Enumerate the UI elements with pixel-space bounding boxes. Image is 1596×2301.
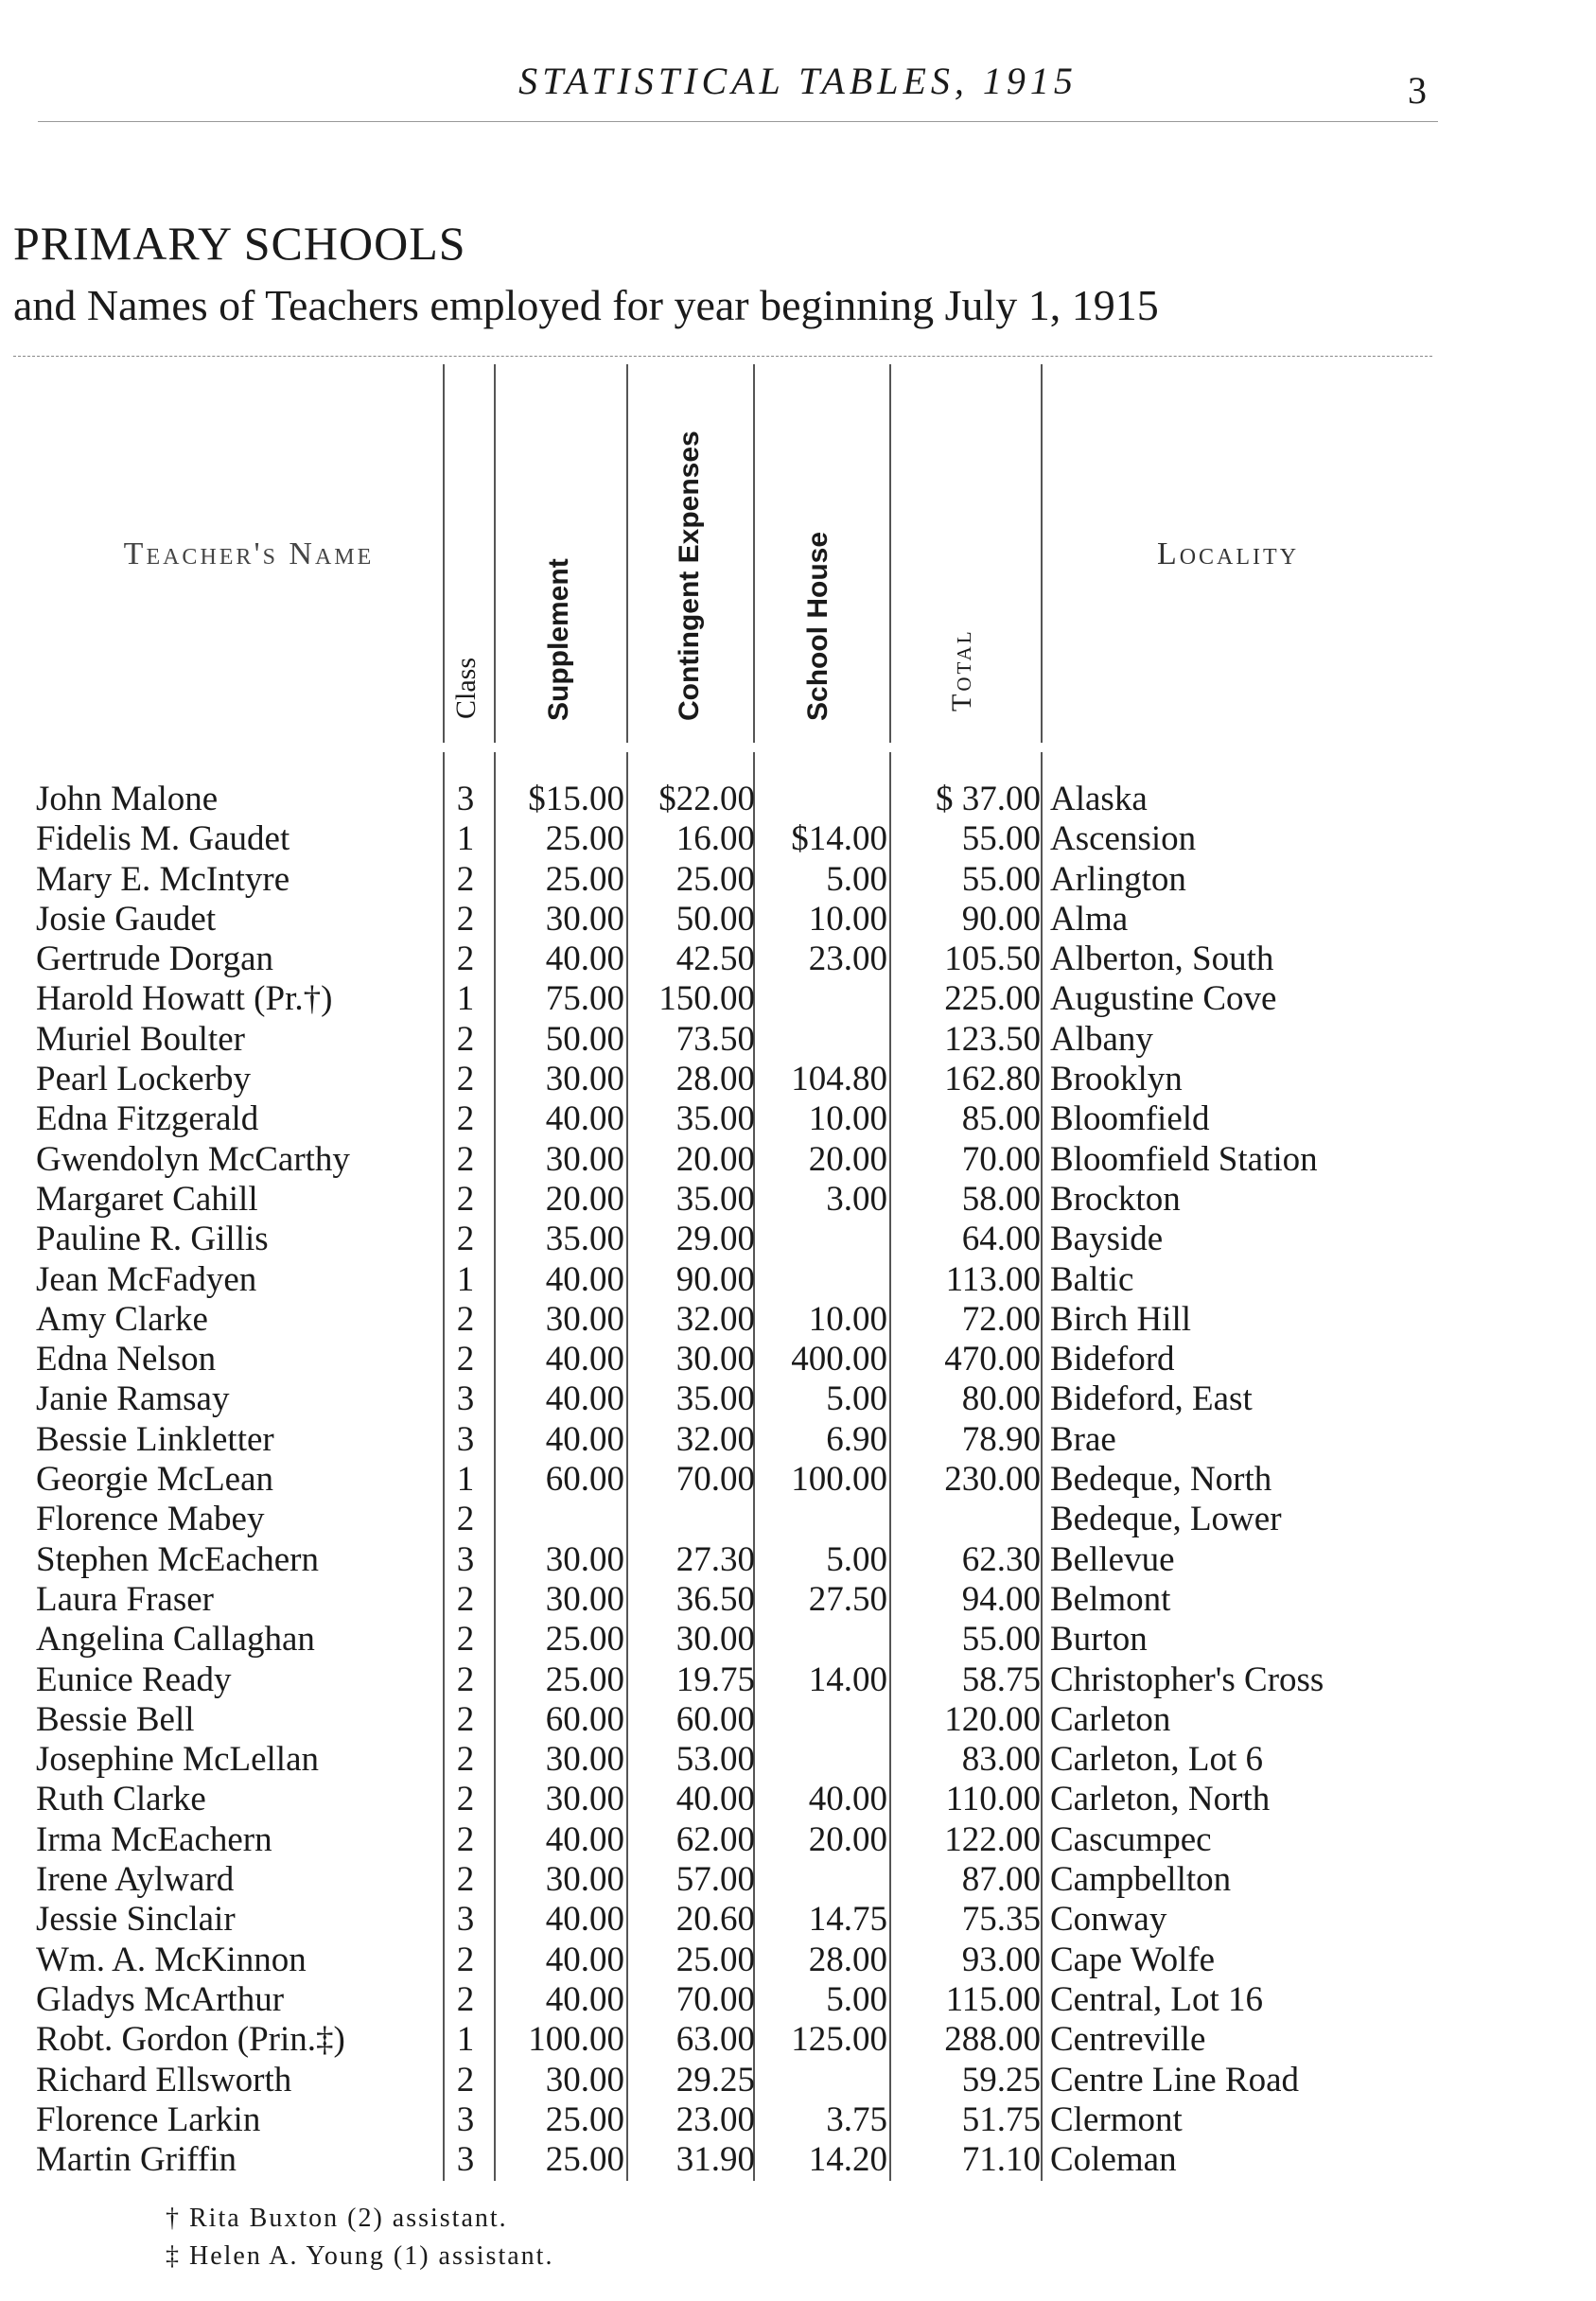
school-house-cell: $14.00 [791, 819, 887, 859]
teacher-name: Bessie Bell [36, 1699, 195, 1739]
class-cell: 2 [456, 1220, 475, 1259]
table-row [0, 1900, 1596, 1940]
teacher-name: Robt. Gordon (Prin.‡) [36, 2020, 345, 2060]
total-cell: 59.25 [961, 2060, 1041, 2099]
school-house-cell: 100.00 [791, 1460, 887, 1500]
column-divider [494, 364, 496, 743]
contingent-cell: 29.25 [675, 2060, 755, 2099]
teacher-name: Pauline R. Gillis [36, 1220, 269, 1259]
teacher-name: Wm. A. McKinnon [36, 1940, 307, 1979]
supplement-cell: 20.00 [545, 1179, 624, 1219]
title-rule [13, 356, 1432, 357]
teacher-name: Martin Griffin [36, 2140, 237, 2180]
total-cell: 123.50 [944, 1019, 1041, 1059]
supplement-cell: 30.00 [545, 1780, 624, 1819]
supplement-cell: 40.00 [545, 1099, 624, 1139]
locality-cell: Conway [1050, 1900, 1167, 1940]
school-house-cell: 10.00 [808, 1099, 887, 1139]
class-cell: 2 [456, 1819, 475, 1859]
total-cell: 288.00 [944, 2020, 1041, 2060]
class-cell: 2 [456, 1500, 475, 1539]
supplement-cell: 40.00 [545, 1940, 624, 1979]
contingent-cell: 19.75 [675, 1660, 755, 1699]
school-house-cell: 14.20 [808, 2140, 887, 2180]
school-house-cell: 5.00 [826, 1539, 887, 1579]
supplement-cell: 30.00 [545, 1139, 624, 1179]
class-cell: 2 [456, 1979, 475, 2019]
supplement-cell: 40.00 [545, 1819, 624, 1859]
supplement-cell: 50.00 [545, 1019, 624, 1059]
teacher-name: Florence Larkin [36, 2099, 261, 2139]
page-number: 3 [1408, 69, 1427, 112]
locality-cell: Carleton [1050, 1699, 1171, 1739]
class-cell: 3 [456, 1539, 475, 1579]
table-row [0, 1099, 1596, 1139]
total-cell: 87.00 [961, 1860, 1041, 1900]
total-cell: 55.00 [961, 819, 1041, 859]
teacher-name: John Malone [36, 780, 219, 818]
supplement-cell: 40.00 [545, 1900, 624, 1940]
school-house-cell: 5.00 [826, 1979, 887, 2019]
total-cell: 115.00 [945, 1979, 1041, 2019]
supplement-cell: 25.00 [545, 819, 624, 859]
total-cell: 94.00 [961, 1579, 1041, 1619]
class-cell: 2 [456, 1060, 475, 1099]
teacher-name: Gwendolyn McCarthy [36, 1139, 350, 1179]
class-cell: 2 [456, 1139, 475, 1179]
contingent-cell: 25.00 [675, 859, 755, 899]
class-cell: 3 [456, 1419, 475, 1459]
class-cell: 2 [456, 1699, 475, 1739]
table-row [0, 1220, 1596, 1259]
contingent-cell: 70.00 [675, 1979, 755, 2019]
school-house-cell: 20.00 [808, 1819, 887, 1859]
total-cell: 78.90 [961, 1419, 1041, 1459]
school-house-cell: 5.00 [826, 1379, 887, 1419]
class-cell: 2 [456, 1340, 475, 1379]
contingent-cell: 30.00 [675, 1620, 755, 1660]
table-row [0, 1460, 1596, 1500]
teacher-name: Stephen McEachern [36, 1539, 319, 1579]
class-cell: 2 [456, 859, 475, 899]
total-cell: 122.00 [944, 1819, 1041, 1859]
locality-cell: Bideford [1050, 1340, 1175, 1379]
total-cell: 71.10 [961, 2140, 1041, 2180]
locality-cell: Bedeque, Lower [1050, 1500, 1282, 1539]
teacher-name: Pearl Lockerby [36, 1060, 252, 1099]
locality-cell: Campbellton [1050, 1860, 1232, 1900]
locality-cell: Belmont [1050, 1579, 1171, 1619]
table-row [0, 780, 1596, 819]
footnote: † Rita Buxton (2) assistant. [166, 2204, 508, 2233]
class-cell: 3 [456, 780, 475, 818]
teacher-name: Laura Fraser [36, 1579, 214, 1619]
column-divider [889, 364, 891, 743]
page-title: PRIMARY SCHOOLS [13, 217, 466, 270]
table-row [0, 1500, 1596, 1539]
school-house-cell: 10.00 [808, 1299, 887, 1339]
supplement-cell: 40.00 [545, 1259, 624, 1299]
table-row [0, 2100, 1596, 2140]
table-row [0, 1580, 1596, 1620]
contingent-cell: 35.00 [675, 1179, 755, 1219]
locality-cell: Bayside [1050, 1220, 1164, 1259]
page-subtitle: and Names of Teachers employed for year beginning July 1, 1915 [13, 281, 1159, 329]
supplement-cell: 25.00 [545, 2099, 624, 2139]
running-head: STATISTICAL TABLES, 1915 [518, 60, 1078, 102]
contingent-cell: 25.00 [675, 1940, 755, 1979]
contingent-cell: 60.00 [675, 1699, 755, 1739]
class-cell: 2 [456, 899, 475, 939]
locality-cell: Albany [1050, 1019, 1153, 1059]
contingent-cell: 42.50 [675, 940, 755, 979]
header-contingent-expenses: Contingent Expenses [674, 430, 705, 721]
class-cell: 1 [456, 819, 475, 859]
locality-cell: Birch Hill [1050, 1299, 1192, 1339]
teacher-name: Mary E. McIntyre [36, 859, 290, 899]
class-cell: 1 [456, 1460, 475, 1500]
contingent-cell: 29.00 [675, 1220, 755, 1259]
supplement-cell: 40.00 [545, 1979, 624, 2019]
column-divider [753, 364, 755, 743]
table-row [0, 1941, 1596, 1980]
teacher-name: Gladys McArthur [36, 1979, 285, 2019]
teacher-name: Harold Howatt (Pr.†) [36, 979, 333, 1019]
total-cell: 72.00 [961, 1299, 1041, 1339]
class-cell: 2 [456, 1780, 475, 1819]
locality-cell: Carleton, Lot 6 [1050, 1740, 1264, 1780]
class-cell: 1 [456, 979, 475, 1019]
school-house-cell: 27.50 [808, 1579, 887, 1619]
supplement-cell: 30.00 [545, 1299, 624, 1339]
total-cell: 83.00 [961, 1740, 1041, 1780]
teacher-name: Angelina Callaghan [36, 1620, 315, 1660]
teacher-name: Georgie McLean [36, 1460, 274, 1500]
total-cell: 90.00 [961, 899, 1041, 939]
teacher-name: Margaret Cahill [36, 1179, 258, 1219]
supplement-cell: 25.00 [545, 859, 624, 899]
class-cell: 2 [456, 1579, 475, 1619]
class-cell: 2 [456, 1660, 475, 1699]
school-house-cell: 20.00 [808, 1139, 887, 1179]
contingent-cell: 36.50 [675, 1579, 755, 1619]
class-cell: 3 [456, 2140, 475, 2180]
locality-cell: Augustine Cove [1050, 979, 1277, 1019]
locality-cell: Carleton, North [1050, 1780, 1271, 1819]
total-cell: 51.75 [961, 2099, 1041, 2139]
total-cell: 58.75 [961, 1660, 1041, 1699]
school-house-cell: 3.75 [826, 2099, 887, 2139]
total-cell: $ 37.00 [936, 780, 1041, 818]
locality-cell: Brooklyn [1050, 1060, 1183, 1099]
locality-cell: Baltic [1050, 1259, 1134, 1299]
total-cell: 93.00 [961, 1940, 1041, 1979]
contingent-cell: 150.00 [658, 979, 755, 1019]
table-row [0, 1980, 1596, 2020]
supplement-cell: 25.00 [545, 1660, 624, 1699]
school-house-cell: 3.00 [826, 1179, 887, 1219]
total-cell: 75.35 [961, 1900, 1041, 1940]
total-cell: 55.00 [961, 1620, 1041, 1660]
total-cell: 110.00 [945, 1780, 1041, 1819]
supplement-cell: 30.00 [545, 1060, 624, 1099]
locality-cell: Bellevue [1050, 1539, 1175, 1579]
class-cell: 3 [456, 1900, 475, 1940]
contingent-cell: 16.00 [675, 819, 755, 859]
table-row [0, 1060, 1596, 1099]
teacher-name: Janie Ramsay [36, 1379, 230, 1419]
contingent-cell: 32.00 [675, 1299, 755, 1339]
teacher-name: Fidelis M. Gaudet [36, 819, 290, 859]
class-cell: 1 [456, 1259, 475, 1299]
table-row [0, 940, 1596, 979]
locality-cell: Burton [1050, 1620, 1148, 1660]
teacher-name: Josie Gaudet [36, 899, 217, 939]
column-divider [1041, 364, 1043, 743]
contingent-cell: 32.00 [675, 1419, 755, 1459]
contingent-cell: 57.00 [675, 1860, 755, 1900]
header-locality: Locality [1156, 536, 1300, 571]
teacher-name: Edna Nelson [36, 1340, 217, 1379]
table-row [0, 900, 1596, 940]
school-house-cell: 28.00 [808, 1940, 887, 1979]
supplement-cell: 100.00 [528, 2020, 624, 2060]
total-cell: 64.00 [961, 1220, 1041, 1259]
class-cell: 2 [456, 1940, 475, 1979]
class-cell: 2 [456, 1099, 475, 1139]
class-cell: 1 [456, 2020, 475, 2060]
total-cell: 70.00 [961, 1139, 1041, 1179]
contingent-cell: 27.30 [675, 1539, 755, 1579]
table-row [0, 819, 1596, 859]
supplement-cell: 75.00 [545, 979, 624, 1019]
table-row [0, 860, 1596, 900]
contingent-cell: 20.60 [675, 1900, 755, 1940]
contingent-cell: 63.00 [675, 2020, 755, 2060]
teacher-name: Josephine McLellan [36, 1740, 319, 1780]
teacher-name: Florence Mabey [36, 1500, 265, 1539]
supplement-cell: 30.00 [545, 2060, 624, 2099]
teacher-name: Irma McEachern [36, 1819, 272, 1859]
header-teacher-name: Teacher's Name [123, 536, 375, 571]
supplement-cell: 60.00 [545, 1699, 624, 1739]
total-cell: 120.00 [944, 1699, 1041, 1739]
teacher-name: Muriel Boulter [36, 1019, 245, 1059]
class-cell: 3 [456, 2099, 475, 2139]
supplement-cell: 25.00 [545, 1620, 624, 1660]
table-row [0, 2020, 1596, 2060]
locality-cell: Alaska [1050, 780, 1148, 818]
supplement-cell: 30.00 [545, 1740, 624, 1780]
class-cell: 2 [456, 1019, 475, 1059]
locality-cell: Bloomfield Station [1050, 1139, 1318, 1179]
header-school-house: School House [802, 531, 833, 721]
table-row [0, 1260, 1596, 1300]
header-class: Class [450, 657, 482, 719]
class-cell: 2 [456, 2060, 475, 2099]
teacher-name: Gertrude Dorgan [36, 940, 274, 979]
total-cell: 62.30 [961, 1539, 1041, 1579]
locality-cell: Clermont [1050, 2099, 1183, 2139]
class-cell: 3 [456, 1379, 475, 1419]
table-row [0, 2140, 1596, 2180]
school-house-cell: 5.00 [826, 859, 887, 899]
school-house-cell: 14.00 [808, 1660, 887, 1699]
locality-cell: Ascension [1050, 819, 1197, 859]
supplement-cell: $15.00 [528, 780, 624, 818]
supplement-cell: 30.00 [545, 899, 624, 939]
contingent-cell: 28.00 [675, 1060, 755, 1099]
table-row [0, 1860, 1596, 1900]
table-row [0, 979, 1596, 1019]
header-rule [38, 121, 1438, 122]
teacher-name: Amy Clarke [36, 1299, 208, 1339]
class-cell: 2 [456, 940, 475, 979]
total-cell: 58.00 [961, 1179, 1041, 1219]
locality-cell: Brockton [1050, 1179, 1181, 1219]
contingent-cell: 90.00 [675, 1259, 755, 1299]
footnotes [166, 2200, 553, 2275]
total-cell: 85.00 [961, 1099, 1041, 1139]
contingent-cell: 40.00 [675, 1780, 755, 1819]
class-cell: 2 [456, 1860, 475, 1900]
locality-cell: Central, Lot 16 [1050, 1979, 1264, 2019]
table-row [0, 1820, 1596, 1860]
total-cell: 470.00 [944, 1340, 1041, 1379]
table-row [0, 1140, 1596, 1180]
school-house-cell: 40.00 [808, 1780, 887, 1819]
header-total: Total [946, 628, 977, 711]
total-cell: 162.80 [944, 1060, 1041, 1099]
supplement-cell: 40.00 [545, 1419, 624, 1459]
teacher-table [0, 780, 1596, 2180]
total-cell: 105.50 [944, 940, 1041, 979]
contingent-cell: 31.90 [675, 2140, 755, 2180]
school-house-cell: 6.90 [826, 1419, 887, 1459]
teacher-name: Edna Fitzgerald [36, 1099, 259, 1139]
teacher-name: Richard Ellsworth [36, 2060, 292, 2099]
locality-cell: Alberton, South [1050, 940, 1274, 979]
locality-cell: Brae [1050, 1419, 1116, 1459]
class-cell: 2 [456, 1299, 475, 1339]
school-house-cell: 14.75 [808, 1900, 887, 1940]
contingent-cell: 35.00 [675, 1379, 755, 1419]
table-row [0, 1420, 1596, 1460]
supplement-cell: 60.00 [545, 1460, 624, 1500]
locality-cell: Centreville [1050, 2020, 1206, 2060]
locality-cell: Bideford, East [1050, 1379, 1253, 1419]
locality-cell: Cascumpec [1050, 1819, 1212, 1859]
supplement-cell: 35.00 [545, 1220, 624, 1259]
contingent-cell: $22.00 [658, 780, 755, 818]
locality-cell: Centre Line Road [1050, 2060, 1300, 2099]
contingent-cell: 35.00 [675, 1099, 755, 1139]
total-cell: 225.00 [944, 979, 1041, 1019]
supplement-cell: 40.00 [545, 1379, 624, 1419]
class-cell: 2 [456, 1620, 475, 1660]
header-supplement: Supplement [543, 558, 574, 721]
table-row [0, 1300, 1596, 1340]
supplement-cell: 30.00 [545, 1539, 624, 1579]
locality-cell: Alma [1050, 899, 1129, 939]
footnote: ‡ Helen A. Young (1) assistant. [166, 2241, 554, 2271]
supplement-cell: 40.00 [545, 940, 624, 979]
supplement-cell: 30.00 [545, 1860, 624, 1900]
class-cell: 2 [456, 1740, 475, 1780]
contingent-cell: 62.00 [675, 1819, 755, 1859]
table-row [0, 1379, 1596, 1419]
total-cell: 55.00 [961, 859, 1041, 899]
teacher-name: Bessie Linkletter [36, 1419, 274, 1459]
locality-cell: Christopher's Cross [1050, 1660, 1324, 1699]
table-row [0, 1660, 1596, 1700]
total-cell: 80.00 [961, 1379, 1041, 1419]
contingent-cell: 20.00 [675, 1139, 755, 1179]
teacher-name: Eunice Ready [36, 1660, 232, 1699]
table-row [0, 1740, 1596, 1780]
school-house-cell: 104.80 [791, 1060, 887, 1099]
teacher-name: Jessie Sinclair [36, 1900, 236, 1940]
locality-cell: Arlington [1050, 859, 1186, 899]
supplement-cell: 25.00 [545, 2140, 624, 2180]
table-row [0, 1340, 1596, 1379]
table-row [0, 2061, 1596, 2100]
total-cell: 113.00 [945, 1259, 1041, 1299]
locality-cell: Cape Wolfe [1050, 1940, 1216, 1979]
table-row [0, 1620, 1596, 1660]
table-row [0, 1700, 1596, 1740]
table-row [0, 1780, 1596, 1819]
locality-cell: Bedeque, North [1050, 1460, 1272, 1500]
contingent-cell: 50.00 [675, 899, 755, 939]
table-row [0, 1020, 1596, 1060]
supplement-cell: 40.00 [545, 1340, 624, 1379]
school-house-cell: 10.00 [808, 899, 887, 939]
contingent-cell: 70.00 [675, 1460, 755, 1500]
table-row [0, 1540, 1596, 1580]
table-row [0, 1180, 1596, 1220]
contingent-cell: 73.50 [675, 1019, 755, 1059]
locality-cell: Coleman [1050, 2140, 1177, 2180]
contingent-cell: 30.00 [675, 1340, 755, 1379]
school-house-cell: 23.00 [808, 940, 887, 979]
teacher-name: Jean McFadyen [36, 1259, 257, 1299]
school-house-cell: 125.00 [791, 2020, 887, 2060]
contingent-cell: 53.00 [675, 1740, 755, 1780]
column-divider [626, 364, 628, 743]
locality-cell: Bloomfield [1050, 1099, 1210, 1139]
contingent-cell: 23.00 [675, 2099, 755, 2139]
column-divider [443, 364, 445, 743]
class-cell: 2 [456, 1179, 475, 1219]
teacher-name: Ruth Clarke [36, 1780, 206, 1819]
total-cell: 230.00 [944, 1460, 1041, 1500]
teacher-name: Irene Aylward [36, 1860, 235, 1900]
supplement-cell: 30.00 [545, 1579, 624, 1619]
school-house-cell: 400.00 [791, 1340, 887, 1379]
